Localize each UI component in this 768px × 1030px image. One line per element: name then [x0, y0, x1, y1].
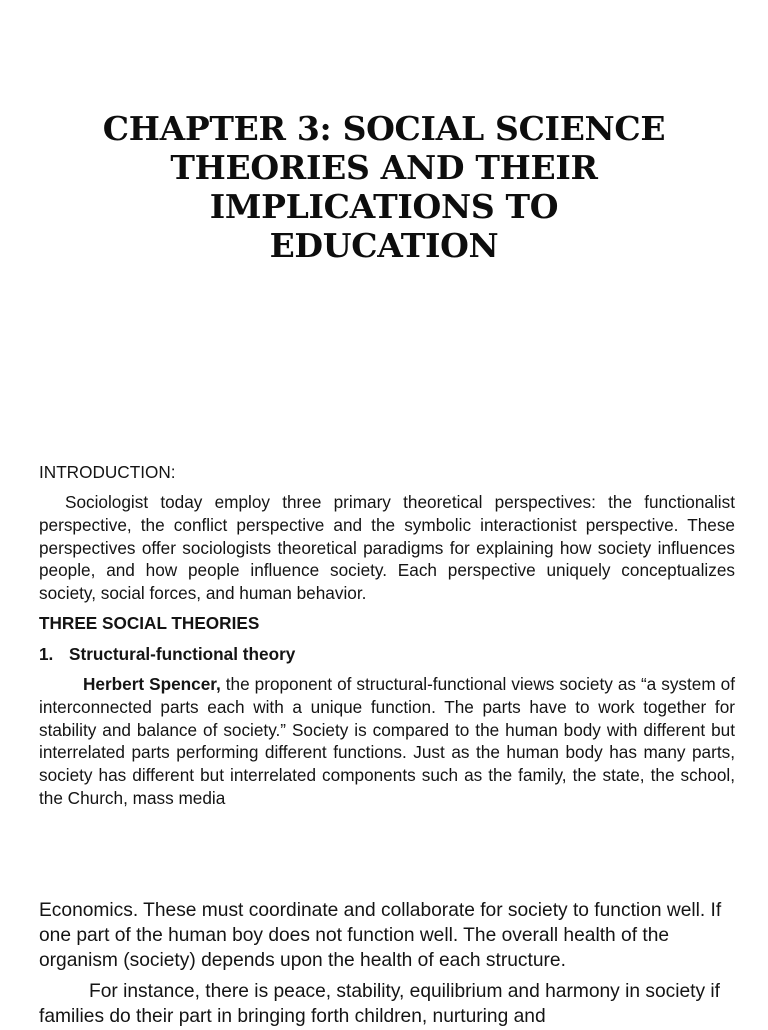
chapter-title-line: THEORIES AND THEIR: [170, 148, 598, 187]
theory-heading: [39, 643, 735, 666]
chapter-title: [60, 109, 708, 265]
theory-author: Herbert Spencer,: [83, 674, 221, 694]
theory-paragraph-text: the proponent of structural-functional views society as “a system of interconnected parts each with a unique function. The parts have to work together for stability and balance of society.” Society is compared to the human body with different but interrelated parts performing different functions. Just as the human body has many parts, society has different but interrelated components such as the family, the state, the school, the Church, mass media: [39, 674, 735, 808]
chapter-title-line: IMPLICATIONS TO: [209, 187, 559, 226]
introduction-paragraph: Sociologist today employ three primary theoretical perspectives: the functionalist perspective, the conflict perspective and the symbolic interactionist perspective. These perspectives offer sociologists theoretical paradigms for explaining how society influences people, and how people influence society. Each perspective uniquely conceptualizes society, social forces, and human behavior.: [39, 492, 735, 604]
introduction-label: INTRODUCTION:: [39, 462, 176, 482]
theory-title: Structural-functional theory: [69, 644, 296, 664]
section-heading: THREE SOCIAL THEORIES: [39, 613, 260, 633]
chapter-title-line: EDUCATION: [269, 226, 499, 265]
chapter-title-line: CHAPTER 3: SOCIAL SCIENCE: [102, 109, 666, 148]
instance-paragraph: For instance, there is peace, stability, equilibrium and harmony in society if families do their part in bringing forth children, nurturing and: [39, 981, 720, 1027]
theory-paragraph: [39, 673, 735, 810]
theory-number: 1.: [39, 644, 54, 664]
continuation-paragraph: Economics. These must coordinate and collaborate for society to function well. If one part of the human boy does not function well. The overall health of the organism (society) depends upon the health of each structure.: [39, 900, 722, 971]
